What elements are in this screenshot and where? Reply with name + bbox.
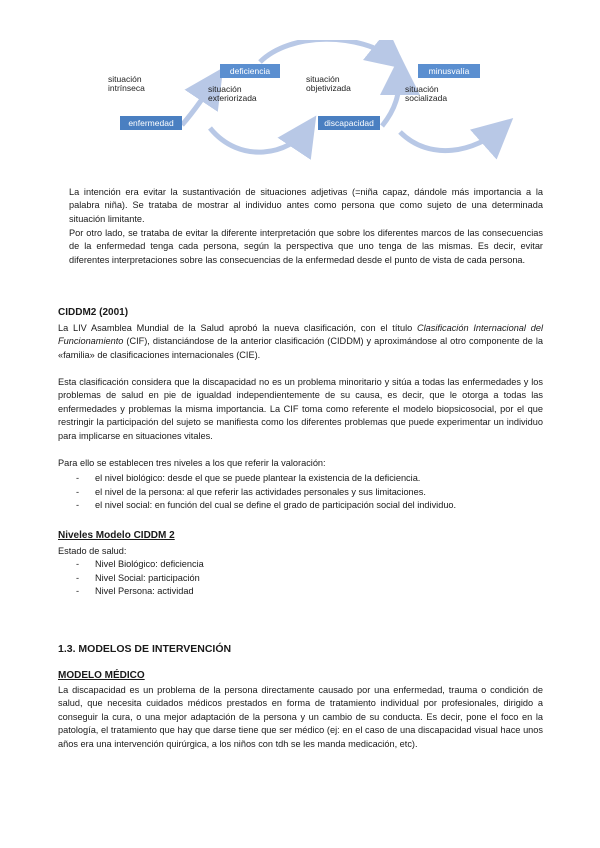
modelo-medico-heading: MODELO MÉDICO	[58, 670, 145, 681]
box-deficiencia: deficiencia	[220, 64, 280, 78]
list-item: - el nivel biológico: desde el que se puede plantear la existencia de la deficiencia.	[74, 472, 544, 486]
section-1-3-heading	[58, 643, 231, 655]
list-item: - Nivel Persona: actividad	[74, 585, 374, 599]
ciddm2-p1-text-b: (CIF), distanciándose de la anterior clasificación (CIDDM) y aproximándose al otro componente de la «familia» de clasificaciones internacionales (CIE).	[58, 336, 543, 360]
label-situacion-intrinseca: situación intrínseca	[108, 74, 145, 93]
list-item: - el nivel social: en función del cual se define el grado de participación social del individuo.	[74, 499, 544, 513]
diagram-arrows	[100, 40, 520, 170]
niveles-intro: Estado de salud:	[58, 546, 127, 556]
ciddm-flow-diagram	[100, 40, 520, 170]
intro-paragraph-1: La intención era evitar la sustantivación de situaciones adjetivas (=niña capaz, dándole más importancia a la palabra niña). Se trataba de mostrar al individuo antes como persona que como sujeto de una determinada situación limitante.	[69, 187, 543, 224]
ciddm2-paragraph-3: Para ello se establecen tres niveles a los que referir la valoración:	[58, 458, 326, 468]
label-situacion-socializada: situación socializada	[405, 84, 448, 103]
arrow-deficiencia-discapacidad	[210, 128, 308, 152]
section-number: 1.3.	[58, 643, 76, 655]
niveles-heading: Niveles Modelo CIDDM 2	[58, 530, 175, 541]
list-item: - el nivel de la persona: al que referir las actividades personales y sus limitaciones.	[74, 486, 544, 500]
intro-paragraph-2: Por otro lado, se trataba de evitar la diferente interpretación que sobre los diferentes marcos de las consecuencias de la enfermedad tenga cada persona, según la perspectiva que uno tenga de las mismas. Es decir, evitar diferentes interpretaciones sobre las consecuencias de la enfermedad desde el punto de vista de cada persona.	[69, 228, 543, 265]
ciddm2-paragraph-2: Esta clasificación considera que la discapacidad no es un problema minoritario y sitúa a todas las enfermedades y los problemas de salud en pie de igualdad independientemente de su causa, es decir, que le otorga a todas las enfermedades y problemas la misma importancia. La CIF toma como referente el modelo biopsicosocial, por el que restringir la participación del sujeto se manifiesta como los diferentes problemas que puede experimentar un individuo para implicarse en situaciones vitales.	[58, 377, 543, 441]
niveles-list	[74, 558, 374, 599]
box-minusvalia: minusvalía	[418, 64, 480, 78]
list-item: - Nivel Biológico: deficiencia	[74, 558, 374, 572]
modelo-medico-paragraph: La discapacidad es un problema de la persona directamente causado por una enfermedad, trauma o condición de salud, que necesita cuidados médicos prestados en forma de tratamiento individual por profesionales, dirigido a conseguir la cura, o una mejor adaptación de la persona y un cambio de su conducta. Es decir, pone el foco en la patología, el tratamiento que hay que darse tiene que ser médico (ej: en el caso de una discapacidad visual hace unos años era una intervención quirúrgica, a los niños con tdh se les manda medicación, etc).	[58, 685, 543, 749]
arrow-bottom-right	[400, 128, 502, 151]
ciddm2-heading: CIDDM2 (2001)	[58, 307, 129, 318]
arrow-discapacidad-minusvalia	[382, 70, 400, 126]
ciddm2-paragraph-1	[58, 322, 543, 362]
box-discapacidad: discapacidad	[318, 116, 380, 130]
label-situacion-exteriorizada: situación exteriorizada	[208, 84, 257, 103]
ciddm2-levels-list	[74, 472, 544, 513]
section-title: MODELOS DE INTERVENCIÓN	[75, 643, 232, 655]
label-situacion-objetivizada: situación objetivizada	[306, 74, 351, 93]
list-item: - Nivel Social: participación	[74, 572, 374, 586]
ciddm2-p1-italic: Clasificación Internacional del Funcionamiento	[58, 323, 543, 347]
box-enfermedad: enfermedad	[120, 116, 182, 130]
ciddm2-p1-text-a: La LIV Asamblea Mundial de la Salud aprobó la nueva clasificación, con el título	[58, 323, 417, 333]
arrow-top-arc	[260, 40, 395, 62]
